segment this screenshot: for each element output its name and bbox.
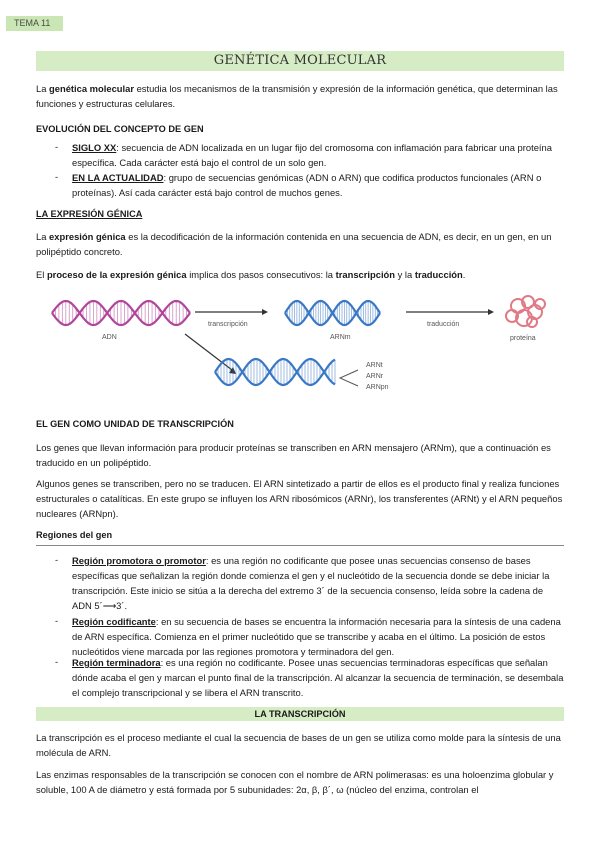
bullet-dash: - [55,554,59,565]
bullet-dash: - [55,615,59,626]
evolution-item-actualidad: EN LA ACTUALIDAD: grupo de secuencias genómicas (ADN o ARN) que codifica productos funcionales (ARN o proteínas). Así cada carácter está bajo control de muchos genes. [72,172,542,198]
label-transcripcion: transcripción [208,321,248,328]
transcription-paragraph-1: La transcripción es el proceso mediante el cual la secuencia de bases de un gen se utiliza como molde para la síntesis de una molécula de ARN. [36,732,561,758]
topic-tag: TEMA 11 [6,16,63,31]
expression-heading: LA EXPRESIÓN GÉNICA [36,209,143,219]
label-proteina: proteína [510,335,536,342]
bullet-dash: - [55,141,59,152]
label-adn: ADN [102,334,117,341]
process-paragraph: El proceso de la expresión génica implica dos pasos consecutivos: la transcripción y la traducción. [36,269,466,280]
gene-expression-diagram [40,292,560,402]
gene-unit-heading: EL GEN COMO UNIDAD DE TRANSCRIPCIÓN [36,419,234,429]
transcription-paragraph-2: Las enzimas responsables de la transcripción se conocen con el nombre de ARN polimerasas: es una holoenzima globular y soluble, 100 A de diámetro y está formada por 5 subunidades: 2α, β, β´, ω (núcleo del enzima, controlan el [36,769,554,795]
arrow-head [488,309,494,315]
label-traduccion: traducción [427,321,460,328]
dna-helix-icon [52,301,190,325]
protein-icon [506,296,545,327]
label-arnt: ARNt [366,362,383,369]
divider [36,545,564,546]
evolution-item-siglo-xx: SIGLO XX: secuencia de ADN localizada en un lugar fijo del cromosoma con inflamación para fabricar una proteína específica. Cada carácter está bajo el control de un solo gen. [72,142,552,168]
bracket-arrow [340,370,358,386]
label-arnpn: ARNpn [366,384,389,391]
label-arnr: ARNr [366,373,384,380]
gene-paragraph-1: Los genes que llevan información para producir proteínas se transcriben en ARN mensajero (ARNm), que a continuación es traducido en un polipéptido. [36,442,551,468]
gene-paragraph-2: Algunos genes se transcriben, pero no se traducen. El ARN sintetizado a partir de ellos es el producto final y realiza funciones estructurales o catalíticas. En este grupo se influyen los ARN ribosómicos (ARNr), los transferentes (ARNt) y el ARN pequeños nucleares (ARNpn). [36,478,563,519]
other-rna-icon [215,359,335,385]
rna-helix-icon [285,301,380,325]
region-terminadora: Región terminadora: es una región no codificante. Posee unas secuencias terminadoras específicas que señalan dónde acaba el gen y marcan el punto final de la transcripción. Al alcanzar la secuencia de terminación, se desembala el complejo transcripcional y se libera el ARN transcrito. [72,657,564,698]
region-codificante: Región codificante: en su secuencia de bases se encuentra la información necesaria para la síntesis de una cadena de ARN específica. Comienza en el primer nucleótido que se transcribe y acaba en el último. La posición de estos nucleótidos viene marcada por las regiones promotora y terminadora del gen. [72,616,561,657]
arrow-head [262,309,268,315]
regions-heading: Regiones del gen [36,530,113,540]
expression-paragraph: La expresión génica es la decodificación de la información contenida en una secuencia de ADN, es decir, en un gen, en un polipéptido concreto. [36,231,552,257]
label-arnm: ARNm [330,334,351,341]
bullet-dash: - [55,656,59,667]
intro-paragraph: La genética molecular estudia los mecanismos de la transmisión y expresión de la información genética, que determinan las funciones y estructuras celulares. [36,83,558,109]
transcription-heading: LA TRANSCRIPCIÓN [36,707,564,721]
evolution-heading: EVOLUCIÓN DEL CONCEPTO DE GEN [36,124,204,134]
page-title: GENÉTICA MOLECULAR [36,51,564,71]
region-promotora: Región promotora o promotor: es una región no codificante que posee unas secuencias consenso de bases específicas que señalizan la región donde comienza el gen y el nucleótido de la secuencia donde se debe iniciar la transcripción. Este inicio se sitúa a la derecha del extremo 3´ de la secuencia consenso, leída sobre la cadena de ADN 5´⟶3´. [72,555,550,611]
arrow-to-other-rna [185,334,232,370]
bullet-dash: - [55,171,59,182]
